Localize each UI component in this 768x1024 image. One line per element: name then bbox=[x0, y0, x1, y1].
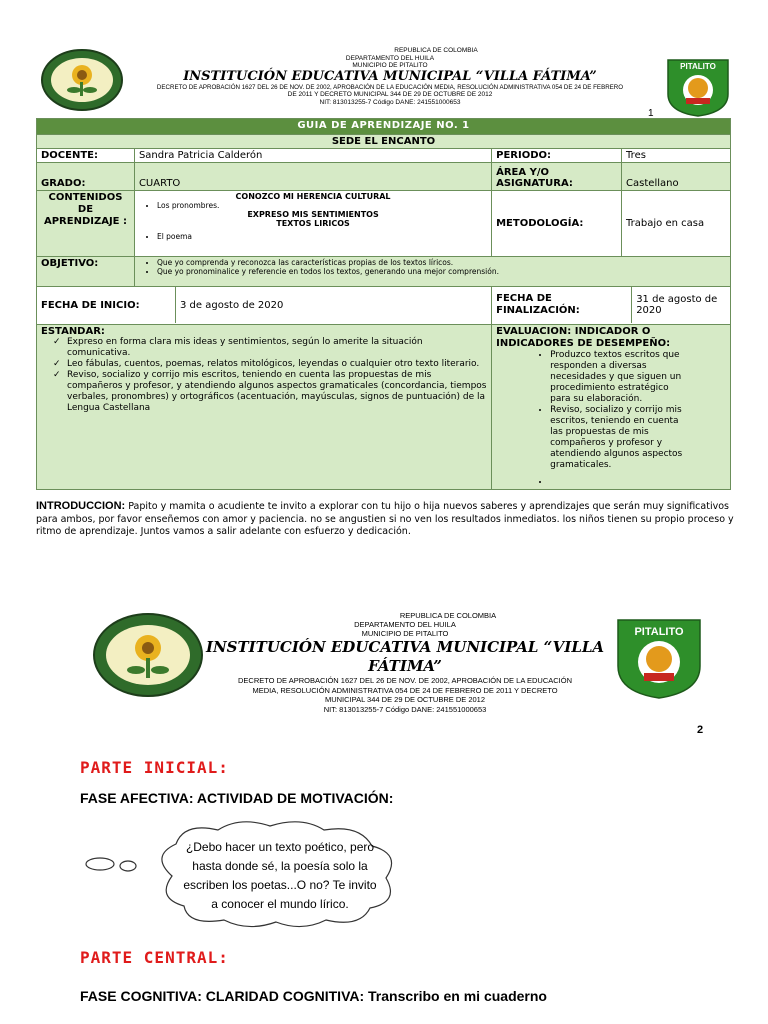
cloud-text: ¿Debo hacer un texto poético, pero hasta donde sé, la poesía solo la escriben los poetas...O no? Te invito a conocer el mundo lírico. bbox=[183, 840, 377, 911]
periodo-label: PERIODO: bbox=[492, 149, 622, 163]
decree-line: MEDIA, RESOLUCIÓN ADMINISTRATIVA 054 DE 24 DE FEBRERO DE 2011 Y DECRETO bbox=[252, 685, 558, 695]
header-line: REPUBLICA DE COLOMBIA bbox=[399, 611, 497, 620]
header-block bbox=[200, 611, 610, 714]
thought-cloud-icon bbox=[80, 816, 480, 932]
decree-line: DECRETO DE APROBACIÓN 1627 DEL 26 DE NOV. DE 2002, APROBACIÓN DE LA EDUCACIÓN bbox=[237, 676, 572, 685]
page-number: 2 bbox=[697, 724, 704, 736]
list-item: ✓ Leo fábulas, cuentos, poemas, relatos mitológicos, leyendas o cualquier otro texto literario. bbox=[67, 359, 487, 370]
pitalito-label: PITALITO bbox=[680, 62, 716, 71]
area-label: ÁREA Y/O ASIGNATURA: bbox=[492, 163, 622, 191]
fecha-inicio-label: FECHA DE INICIO: bbox=[41, 299, 140, 311]
fecha-fin-cell bbox=[492, 287, 731, 325]
list-item: ✓ Expreso en forma clara mis ideas y sentimientos, según lo amerite la situación comunicativa. bbox=[67, 337, 487, 359]
fase-cognitiva-heading: FASE COGNITIVA: CLARIDAD COGNITIVA: Transcribo en mi cuaderno bbox=[80, 988, 547, 1004]
school-crest-icon bbox=[92, 612, 204, 698]
intro-text: Papito y mamita o acudiente te invito a explorar con tu hijo o hija nuevos saberes y aprendizajes que serán muy significativos para ambos, por favor enseñemos con amor y paciencia. no se angustien si no ven los resultados inmediatos. los niños tienen su propio proceso y ritmo de aprendizaje. Juntos vamos a salir adelante con esfuerzo y dedicación. bbox=[36, 501, 734, 537]
contenidos-label: CONTENIDOS DE APRENDIZAJE : bbox=[37, 191, 135, 257]
fecha-fin-value: 31 de agosto de 2020 bbox=[631, 287, 730, 323]
list-item: • El poema bbox=[157, 232, 487, 241]
parte-inicial-heading: PARTE INICIAL: bbox=[80, 758, 229, 777]
objetivo-cell bbox=[134, 257, 730, 287]
header-line: DEPARTAMENTO DEL HUILA bbox=[345, 54, 435, 62]
header-line: DEPARTAMENTO DEL HUILA bbox=[354, 620, 456, 629]
list-item: • Los pronombres. bbox=[157, 201, 487, 210]
list-item: • Reviso, socializo y corrijo mis escritos, teniendo en cuenta las propuestas de mis compañeros y profesor y atendiendo algunos aspectos gramaticales. bbox=[550, 405, 686, 471]
contenido-heading: EXPRESO MIS SENTIMIENTOS bbox=[247, 210, 379, 219]
metodologia-label: METODOLOGÍA: bbox=[492, 191, 622, 257]
evaluacion-label: EVALUACION: INDICADOR O INDICADORES DE DESEMPEÑO: bbox=[496, 326, 671, 349]
decree-line: DE 2011 Y DECRETO MUNICIPAL 344 DE 29 DE OCTUBRE DE 2012 bbox=[287, 91, 493, 98]
list-item: • Produzco textos escritos que responden a diversas necesidades y que siguen un procedimiento estratégico para su elaboración. bbox=[550, 350, 686, 405]
list-item bbox=[550, 477, 686, 488]
decree-line: MUNICIPAL 344 DE 29 DE OCTUBRE DE 2012 bbox=[324, 695, 486, 704]
institution-name: INSTITUCIÓN EDUCATIVA MUNICIPAL “VILLA FÁTIMA” bbox=[183, 68, 597, 84]
page-number: 1 bbox=[648, 108, 654, 119]
docente-value: Sandra Patricia Calderón bbox=[134, 149, 491, 163]
institution-name: FÁTIMA” bbox=[368, 657, 442, 675]
contenido-heading: TEXTOS LIRICOS bbox=[276, 219, 350, 228]
guide-title: GUIA DE APRENDIZAJE NO. 1 bbox=[37, 119, 731, 135]
nit-line: NIT: 813013255-7 Código DANE: 241551000653 bbox=[323, 704, 487, 714]
grado-label: GRADO: bbox=[37, 163, 135, 191]
fecha-inicio-value: 3 de agosto de 2020 bbox=[175, 287, 283, 323]
contenido-heading: CONOZCO MI HERENCIA CULTURAL bbox=[235, 192, 391, 201]
intro-label: INTRODUCCION: bbox=[36, 500, 126, 512]
periodo-value: Tres bbox=[622, 149, 731, 163]
area-value: Castellano bbox=[622, 163, 731, 191]
sede-label: SEDE EL ENCANTO bbox=[37, 135, 731, 149]
guide-table bbox=[36, 118, 731, 490]
evaluacion-cell bbox=[492, 325, 731, 490]
estandar-cell bbox=[37, 325, 492, 490]
objetivo-label: OBJETIVO: bbox=[37, 257, 135, 287]
docente-label: DOCENTE: bbox=[37, 149, 135, 163]
estandar-label: ESTANDAR: bbox=[41, 326, 105, 337]
intro-paragraph bbox=[36, 500, 736, 539]
header-line: REPUBLICA DE COLOMBIA bbox=[394, 47, 478, 54]
fecha-fin-label: FECHA DE FINALIZACIÓN: bbox=[496, 293, 580, 316]
grado-value: CUARTO bbox=[134, 163, 491, 191]
metodologia-value: Trabajo en casa bbox=[622, 191, 731, 257]
parte-central-heading: PARTE CENTRAL: bbox=[80, 948, 229, 967]
institution-name: INSTITUCIÓN EDUCATIVA MUNICIPAL “VILLA bbox=[205, 638, 605, 656]
pitalito-shield-icon bbox=[664, 58, 732, 118]
fecha-inicio-cell bbox=[37, 287, 492, 325]
school-crest-icon bbox=[40, 48, 124, 112]
list-item: • Que yo comprenda y reconozca las características propias de los textos líricos. bbox=[157, 258, 726, 267]
list-item: • Que yo pronominalice y referencie en todos los textos, generando una mejor comprensión. bbox=[157, 267, 726, 276]
header-line: MUNICIPIO DE PITALITO bbox=[361, 629, 449, 638]
pitalito-label: PITALITO bbox=[634, 626, 684, 638]
header-line: MUNICIPIO DE PITALITO bbox=[352, 62, 428, 69]
decree-line: DECRETO DE APROBACIÓN 1627 DEL 26 DE NOV. DE 2002, APROBACIÓN DE LA EDUCACIÓN MEDIA, RESOLUCIÓN ADMINISTRATIVA 054 DE 24 DE FEBRERO bbox=[156, 83, 624, 91]
contenidos-cell bbox=[134, 191, 491, 257]
pitalito-shield-icon bbox=[614, 618, 704, 700]
fase-afectiva-heading: FASE AFECTIVA: ACTIVIDAD DE MOTIVACIÓN: bbox=[80, 790, 394, 806]
nit-line: NIT: 813013255-7 Código DANE: 241551000653 bbox=[319, 98, 461, 106]
list-item: ✓ Reviso, socializo y corrijo mis escritos, teniendo en cuenta las propuestas de mis compañeros y profesor, y atendiendo algunos aspectos gramaticales (concordancia, tiempos verbales, pronombres) y ortográficos (acentuación, mayúsculas, signos de puntuación) de la Lengua Castellana bbox=[67, 370, 487, 414]
header-block bbox=[130, 47, 650, 106]
